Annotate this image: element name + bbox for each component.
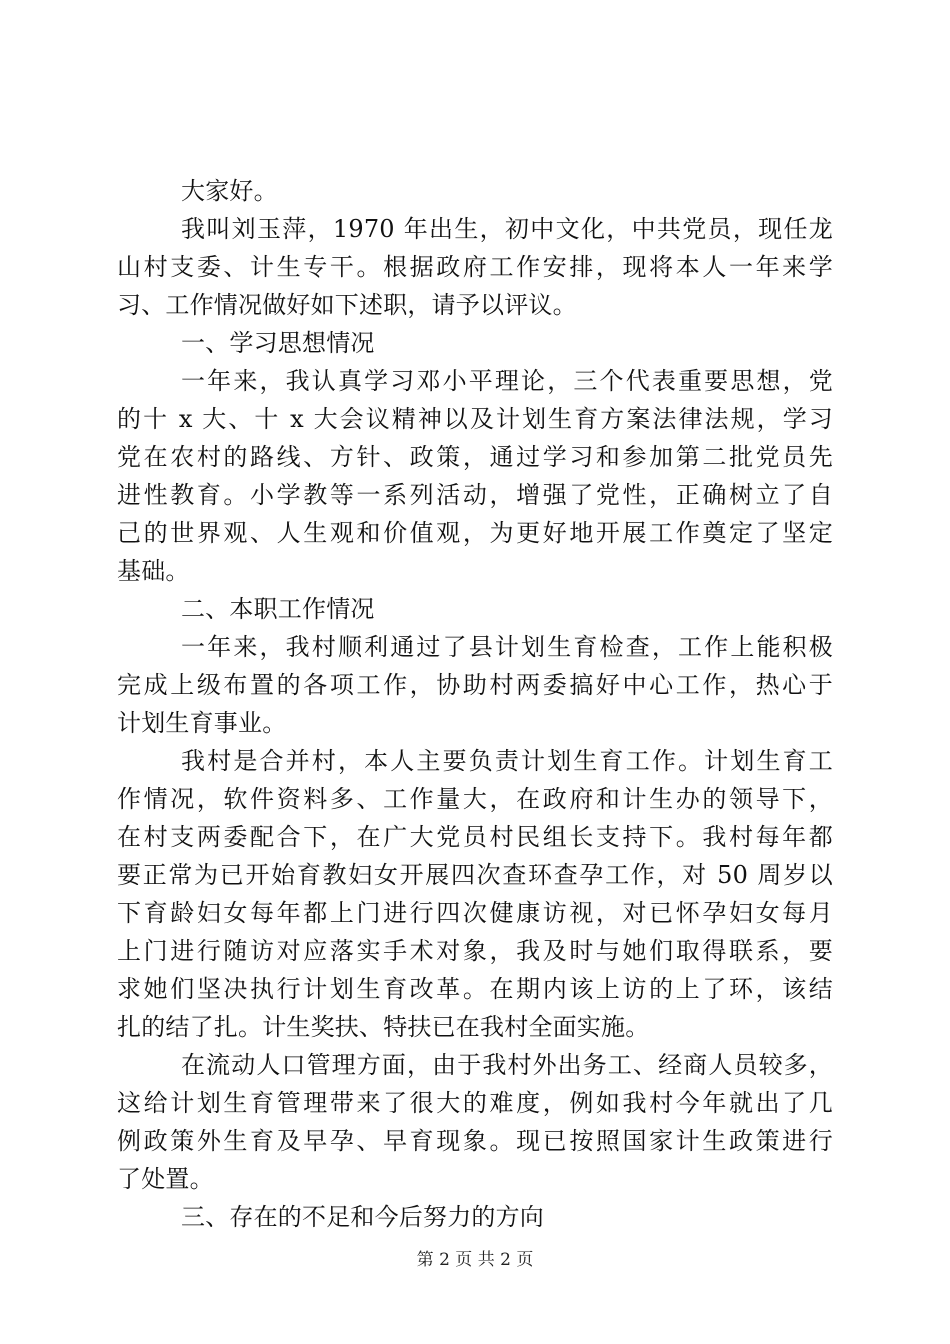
text-line: 了处置。 <box>117 1165 214 1193</box>
document-body <box>117 172 833 1236</box>
text-line: 这给计划生育管理带来了很大的难度，例如我村今年就出了几 <box>117 1089 833 1117</box>
section-heading: 一、学习思想情况 <box>181 329 375 357</box>
text-line: 作情况，软件资料多、工作量大，在政府和计生办的领导下， <box>117 785 833 813</box>
text-line: 扎的结了扎。计生奖扶、特扶已在我村全面实施。 <box>117 1013 650 1041</box>
text-line: 计划生育事业。 <box>117 709 287 737</box>
section-heading: 三、存在的不足和今后努力的方向 <box>181 1203 544 1231</box>
text-line: 上门进行随访对应落实手术对象，我及时与她们取得联系，要 <box>117 937 833 965</box>
text-line: 进性教育。小学教等一系列活动，增强了党性，正确树立了自 <box>117 481 833 509</box>
text-line: 基础。 <box>117 557 190 585</box>
text-line: 在流动人口管理方面，由于我村外出务工、经商人员较多， <box>181 1051 833 1079</box>
text-line: 习、工作情况做好如下述职，请予以评议。 <box>117 291 577 319</box>
text-line: 完成上级布置的各项工作，协助村两委搞好中心工作，热心于 <box>117 671 833 699</box>
text-line: 我叫刘玉萍，1970 年出生，初中文化，中共党员，现任龙 <box>181 215 833 243</box>
page-footer: 第 2 页 共 2 页 <box>416 1250 534 1270</box>
text-line: 求她们坚决执行计划生育改革。在期内该上访的上了环，该结 <box>117 975 833 1003</box>
section-heading: 二、本职工作情况 <box>181 595 375 623</box>
text-line: 在村支两委配合下，在广大党员村民组长支持下。我村每年都 <box>117 823 833 851</box>
text-line: 一年来，我村顺利通过了县计划生育检查，工作上能积极 <box>181 633 833 661</box>
text-line: 大家好。 <box>181 177 278 205</box>
text-line: 山村支委、计生专干。根据政府工作安排，现将本人一年来学 <box>117 253 833 281</box>
text-line: 的十 x 大、十 x 大会议精神以及计划生育方案法律法规，学习 <box>117 405 833 433</box>
text-line: 我村是合并村，本人主要负责计划生育工作。计划生育工 <box>181 747 833 775</box>
text-line: 下育龄妇女每年都上门进行四次健康访视，对已怀孕妇女每月 <box>117 899 833 927</box>
text-line: 要正常为已开始育教妇女开展四次查环查孕工作，对 50 周岁以 <box>117 861 833 889</box>
text-line: 一年来，我认真学习邓小平理论，三个代表重要思想，党 <box>181 367 833 395</box>
text-line: 党在农村的路线、方针、政策，通过学习和参加第二批党员先 <box>117 443 833 471</box>
text-line: 例政策外生育及早孕、早育现象。现已按照国家计生政策进行 <box>117 1127 833 1155</box>
text-line: 己的世界观、人生观和价值观，为更好地开展工作奠定了坚定 <box>117 519 833 547</box>
